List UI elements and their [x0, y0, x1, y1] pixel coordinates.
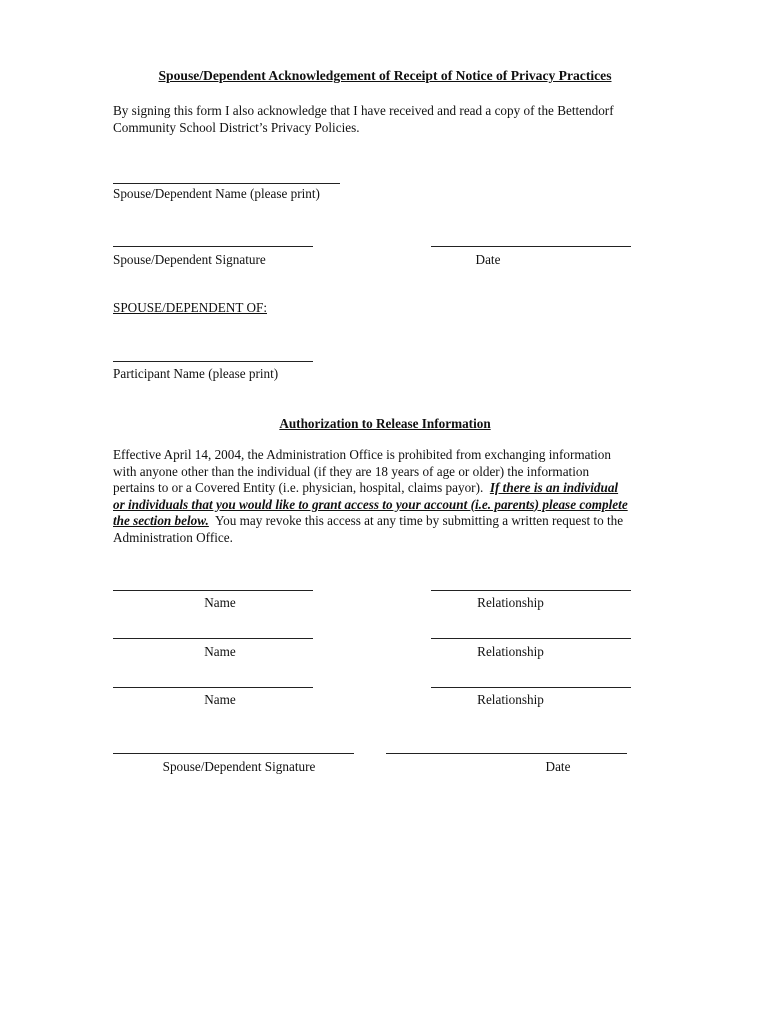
- auth-line-1: Effective April 14, 2004, the Administration Office is prohibited from exchanging information: [113, 447, 611, 462]
- grant-relationship-line-1[interactable]: [431, 590, 631, 591]
- auth-line-3: [113, 480, 661, 497]
- final-date-label: Date: [545, 759, 571, 774]
- auth-line-2: with anyone other than the individual (if they are 18 years of age or older) the information: [113, 463, 590, 479]
- signature-line[interactable]: [113, 246, 313, 247]
- auth-line-6: Administration Office.: [113, 529, 233, 545]
- intro-paragraph: [113, 103, 658, 136]
- intro-line-2: Community School District’s Privacy Policies.: [113, 119, 360, 135]
- grant-name-line-2[interactable]: [113, 638, 313, 639]
- signature-label: Spouse/Dependent Signature: [113, 252, 266, 267]
- auth-emphasis-2: or individuals that you would like to grant access to your account (i.e. parents) please complete: [113, 496, 628, 512]
- grant-relationship-line-3[interactable]: [431, 687, 631, 688]
- final-signature-label: Spouse/Dependent Signature: [162, 759, 316, 774]
- grant-relationship-label-3: Relationship: [477, 692, 544, 707]
- grant-name-label-1: Name: [204, 595, 236, 610]
- auth-emphasis-1: If there is an individual: [489, 480, 619, 495]
- date-label: Date: [475, 252, 501, 267]
- final-date-line[interactable]: [386, 753, 627, 754]
- name-signature-line[interactable]: [113, 183, 340, 184]
- form-title: Spouse/Dependent Acknowledgement of Receipt of Notice of Privacy Practices: [158, 68, 612, 83]
- auth-line-5: [113, 513, 661, 530]
- auth-line-5-plain: You may revoke this access at any time by submitting a written request to the: [208, 513, 624, 528]
- grant-relationship-label-1: Relationship: [477, 595, 544, 610]
- participant-label: Participant Name (please print): [113, 366, 279, 381]
- final-signature-line[interactable]: [113, 753, 354, 754]
- authorization-title: Authorization to Release Information: [279, 416, 491, 431]
- auth-line-3-plain: pertains to or a Covered Entity (i.e. physician, hospital, claims payor).: [113, 480, 490, 495]
- intro-line-1: By signing this form I also acknowledge that I have received and read a copy of the Bettendorf: [113, 103, 614, 118]
- grant-name-label-3: Name: [204, 692, 236, 707]
- grant-name-label-2: Name: [204, 644, 236, 659]
- grant-relationship-label-2: Relationship: [477, 644, 544, 659]
- participant-name-line[interactable]: [113, 361, 313, 362]
- grant-relationship-line-2[interactable]: [431, 638, 631, 639]
- grant-name-line-1[interactable]: [113, 590, 313, 591]
- spouse-of-label: SPOUSE/DEPENDENT OF:: [113, 300, 267, 315]
- authorization-paragraph: [113, 447, 661, 546]
- name-label: Spouse/Dependent Name (please print): [113, 186, 320, 201]
- date-line[interactable]: [431, 246, 631, 247]
- grant-name-line-3[interactable]: [113, 687, 313, 688]
- auth-emphasis-3: the section below.: [113, 513, 209, 528]
